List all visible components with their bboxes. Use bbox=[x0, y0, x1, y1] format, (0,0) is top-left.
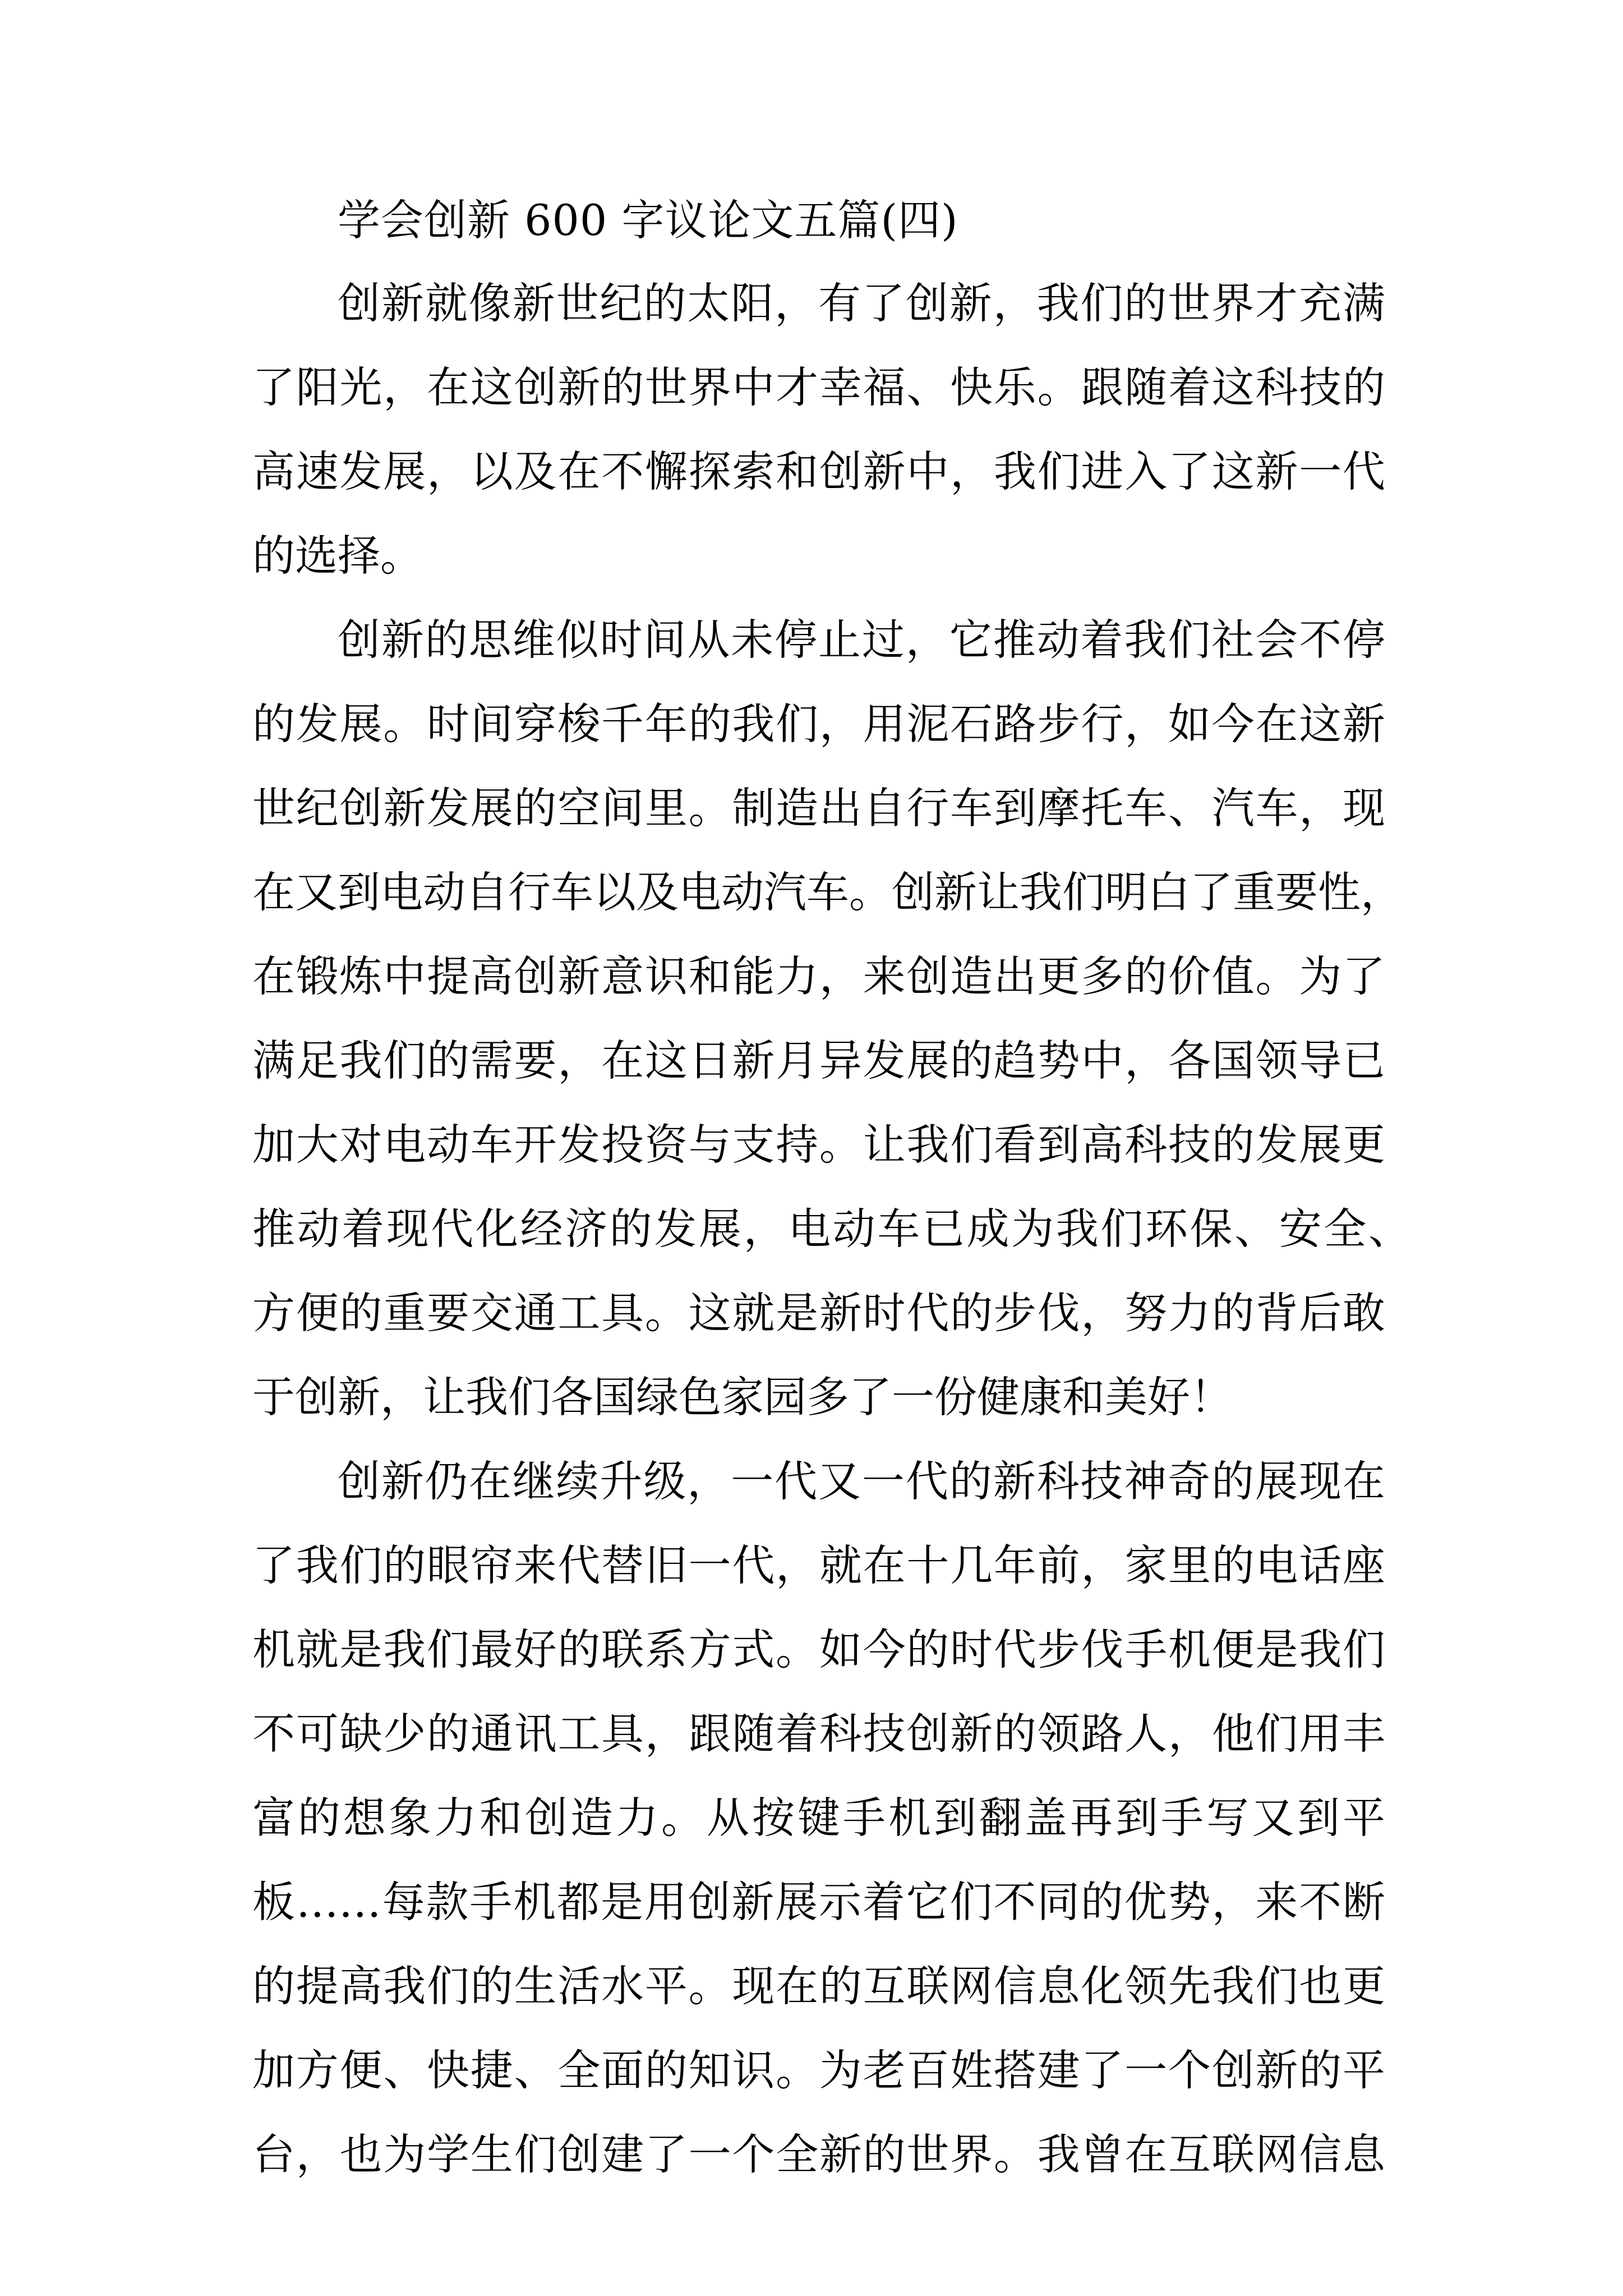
paragraph-3-line-4: 不可缺少的通讯工具，跟随着科技创新的领路人，他们用丰 bbox=[252, 1709, 1385, 1759]
paragraph-1-line-4: 的选择。 bbox=[252, 531, 423, 581]
paragraph-2-line-8: 推动着现代化经济的发展，电动车已成为我们环保、安全、 bbox=[252, 1204, 1411, 1254]
paragraph-2-line-5: 在锻炼中提高创新意识和能力，来创造出更多的价值。为了 bbox=[252, 951, 1385, 1001]
paragraph-3-line-8: 加方便、快捷、全面的知识。为老百姓搭建了一个创新的平 bbox=[252, 2045, 1385, 2095]
paragraph-2-line-4: 在又到电动自行车以及电动汽车。创新让我们明白了重要性， bbox=[252, 867, 1403, 917]
paragraph-3-line-7: 的提高我们的生活水平。现在的互联网信息化领先我们也更 bbox=[252, 1961, 1385, 2011]
paragraph-3-line-6: 板……每款手机都是用创新展示着它们不同的优势，来不断 bbox=[252, 1877, 1385, 1927]
paragraph-2-line-3: 世纪创新发展的空间里。制造出自行车到摩托车、汽车，现 bbox=[252, 783, 1385, 833]
paragraph-3-line-3: 机就是我们最好的联系方式。如今的时代步伐手机便是我们 bbox=[252, 1625, 1385, 1674]
paragraph-3-line-2: 了我们的眼帘来代替旧一代，就在十几年前，家里的电话座 bbox=[252, 1540, 1385, 1590]
paragraph-2-line-6: 满足我们的需要，在这日新月异发展的趋势中，各国领导已 bbox=[252, 1036, 1385, 1085]
paragraph-2-line-9: 方便的重要交通工具。这就是新时代的步伐，努力的背后敢 bbox=[252, 1288, 1385, 1338]
paragraph-1-line-3: 高速发展，以及在不懈探索和创新中，我们进入了这新一代 bbox=[252, 447, 1385, 496]
paragraph-2-line-7: 加大对电动车开发投资与支持。让我们看到高科技的发展更 bbox=[252, 1120, 1385, 1170]
paragraph-2-line-10: 于创新，让我们各国绿色家园多了一份健康和美好！ bbox=[252, 1372, 1233, 1422]
paragraph-1-line-2: 了阳光，在这创新的世界中才幸福、快乐。跟随着这科技的 bbox=[252, 362, 1385, 412]
paragraph-1-line-1: 创新就像新世纪的太阳，有了创新，我们的世界才充满 bbox=[338, 278, 1385, 328]
document-title: 学会创新 600 字议论文五篇(四) bbox=[338, 195, 958, 245]
paragraph-3-line-5: 富的想象力和创造力。从按键手机到翻盖再到手写又到平 bbox=[252, 1793, 1385, 1843]
paragraph-2-line-2: 的发展。时间穿梭千年的我们，用泥石路步行，如今在这新 bbox=[252, 699, 1385, 749]
paragraph-3-line-9: 台，也为学生们创建了一个全新的世界。我曾在互联网信息 bbox=[252, 2129, 1385, 2179]
paragraph-2-line-1: 创新的思维似时间从未停止过，它推动着我们社会不停 bbox=[338, 615, 1385, 665]
paragraph-3-line-1: 创新仍在继续升级，一代又一代的新科技神奇的展现在 bbox=[338, 1456, 1385, 1506]
